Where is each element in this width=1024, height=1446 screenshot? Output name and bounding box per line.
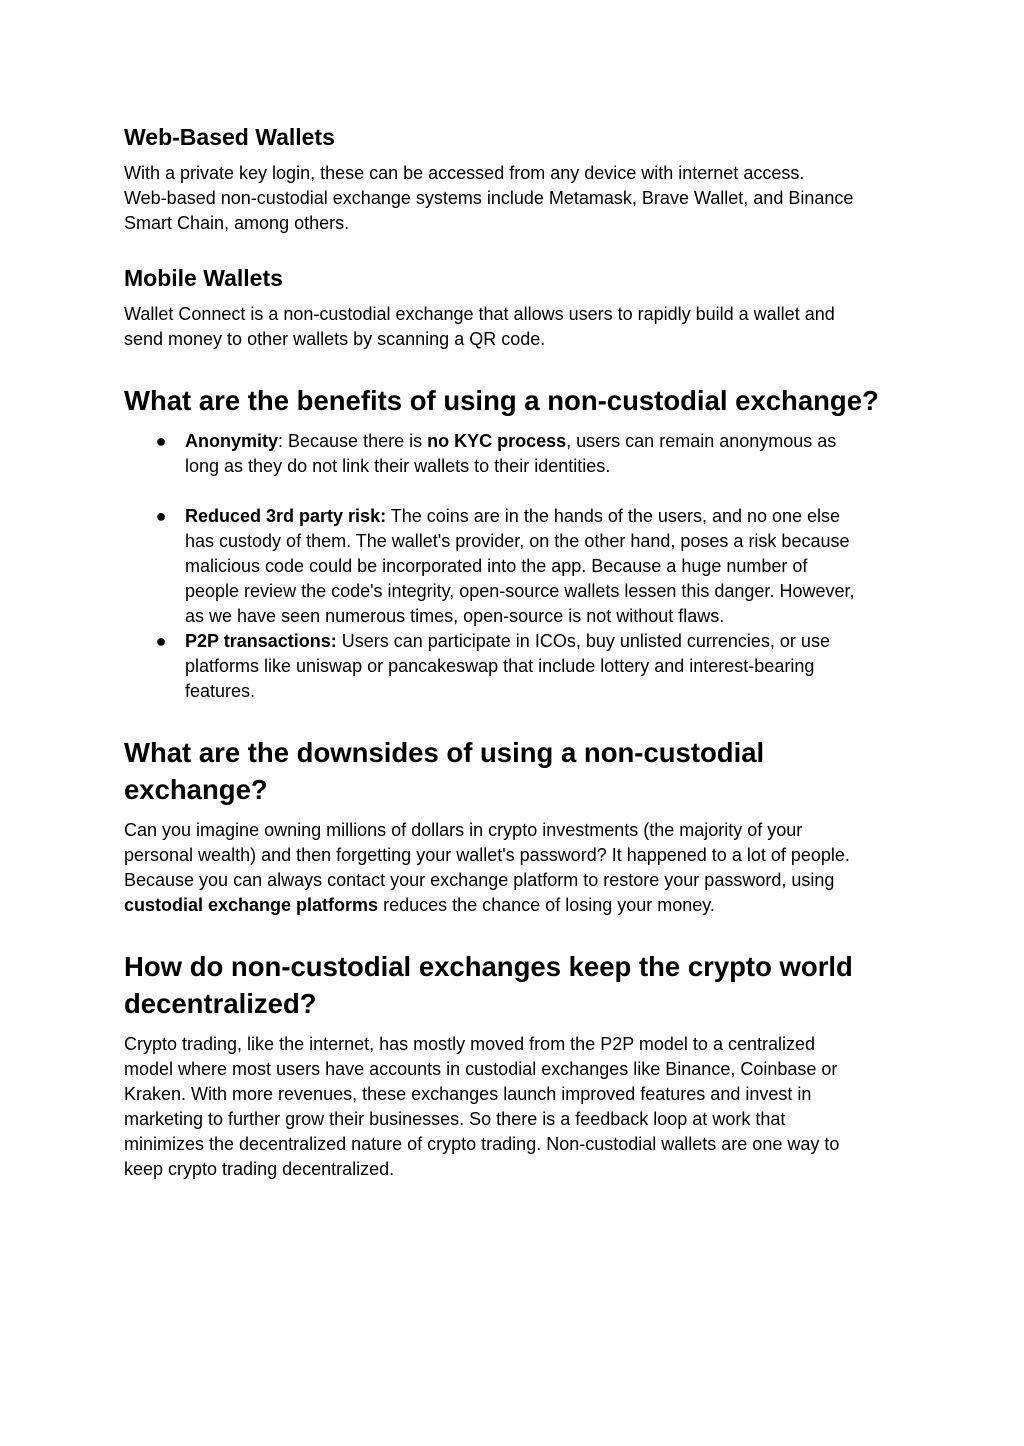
text-span: Users can participate in ICOs, buy unlisted currencies, or use [336,631,830,651]
text-span: The coins are in the hands of the users, and no one else [386,506,841,526]
list-item-text [185,629,905,704]
text-line: Smart Chain, among others. [124,213,350,233]
heading-line: decentralized? [124,988,317,1019]
text-line: Kraken. With more revenues, these exchanges launch improved features and invest in [124,1084,812,1104]
text-line: Wallet Connect is a non-custodial exchange that allows users to rapidly build a wallet and [124,304,835,324]
text-span: , users can remain anonymous as [566,431,837,451]
text-line: Crypto trading, like the internet, has mostly moved from the P2P model to a centralized [124,1034,816,1054]
bold-term: Anonymity [185,431,279,451]
text-line: malicious code could be incorporated into the app. Because a huge number of [185,556,808,576]
text-line: Because you can always contact your exchange platform to restore your password, using [124,870,835,890]
text-line: as we have seen numerous times, open-source is not without flaws. [185,606,725,626]
text-line: Web-based non-custodial exchange systems include Metamask, Brave Wallet, and Binance [124,188,854,208]
text-line [124,893,904,918]
section-heading-decentralized [124,948,904,1022]
text-line: minimizes the decentralized nature of crypto trading. Non-custodial wallets are one way to [124,1134,840,1154]
section-heading-web-wallets: Web-Based Wallets [124,124,335,150]
text-line: Can you imagine owning millions of dollars in crypto investments (the majority of your [124,820,803,840]
list-item-text [185,429,905,479]
text-line: long as they do not link their wallets to their identities. [185,456,611,476]
bold-term: no KYC process [427,431,567,451]
heading-line: How do non-custodial exchanges keep the crypto world [124,951,853,982]
list-item-text [185,504,905,629]
text-span: reduces the chance of losing your money. [378,895,715,915]
text-line: With a private key login, these can be accessed from any device with internet access. [124,163,805,183]
bold-term: custodial exchange platforms [124,895,379,915]
bold-term: Reduced 3rd party risk: [185,506,387,526]
text-line [185,429,905,454]
bullet-icon: ● [155,506,167,526]
text-line: features. [185,681,256,701]
paragraph-decentralized [124,1032,904,1182]
text-line: has custody of them. The wallet's provider, on the other hand, poses a risk because [185,531,850,551]
section-heading-downsides [124,734,904,808]
text-span: : Because there is [278,431,428,451]
text-line: keep crypto trading decentralized. [124,1159,395,1179]
section-heading-benefits: What are the benefits of using a non-custodial exchange? [124,385,879,416]
paragraph-mobile-wallets [124,302,904,352]
text-line: marketing to further grow their businesses. So there is a feedback loop at work that [124,1109,786,1129]
heading-line: exchange? [124,774,268,805]
paragraph-web-wallets [124,161,904,236]
text-line: send money to other wallets by scanning a QR code. [124,329,546,349]
section-heading-mobile-wallets: Mobile Wallets [124,265,283,291]
bullet-icon: ● [155,631,167,651]
text-line: platforms like uniswap or pancakeswap that include lottery and interest-bearing [185,656,815,676]
bullet-icon: ● [155,431,167,451]
text-line [185,629,905,654]
paragraph-downsides [124,818,904,918]
heading-line: What are the downsides of using a non-custodial [124,737,765,768]
text-line: personal wealth) and then forgetting your wallet's password? It happened to a lot of people. [124,845,850,865]
bold-term: P2P transactions: [185,631,337,651]
text-line: people review the code's integrity, open-source wallets lessen this danger. However, [185,581,855,601]
text-line: model where most users have accounts in custodial exchanges like Binance, Coinbase or [124,1059,838,1079]
text-line [185,504,905,529]
